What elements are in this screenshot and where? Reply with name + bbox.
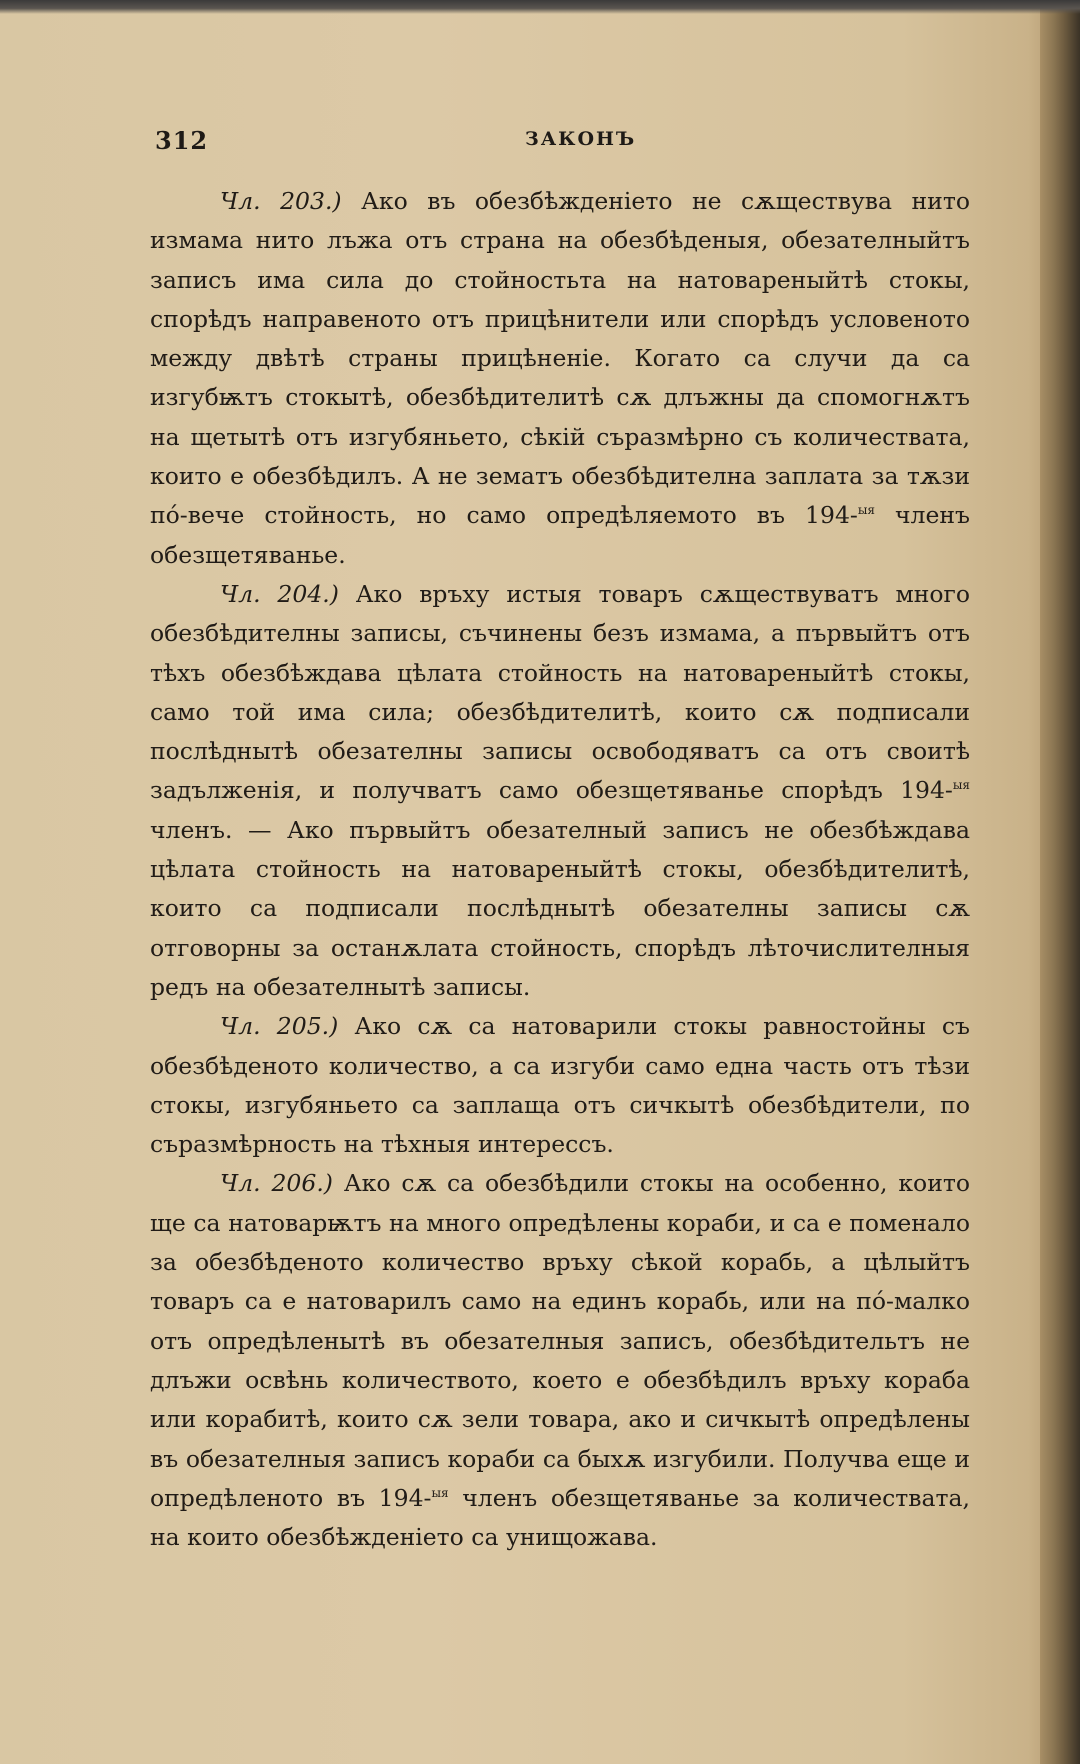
article-text: членъ. — Ако първыйтъ обезателный записъ не обезбѣждава цѣлата стойность на натовареныйтѣ стокы, обезбѣдителитѣ, които са подписали послѣднытѣ обезателны записы сѫ отговорны за останѫлата стойность, спорѣдъ лѣточислителныя редъ на обезателнытѣ записы. bbox=[150, 815, 970, 1001]
book-spine-edge bbox=[1040, 0, 1080, 1764]
article-204 bbox=[150, 575, 970, 1007]
article-text: Ако сѫ са обезбѣдили стокы на особенно, които ще са натоварѭтъ на много опредѣлены кораби, и са е поменало за обезбѣденото количество връху сѣкой корабь, а цѣлыйтъ товаръ са е натоварилъ само на единъ корабь, или на пó-малко отъ опредѣленытѣ въ обезателныя записъ, обезбѣдительтъ не длъжи освѣнь количеството, което е обезбѣдилъ връху кораба или корабитѣ, които сѫ зели товара, ако и сичкытѣ опредѣлены въ обезателныя записъ кораби са быхѫ изгубили. Получва еще и опредѣленото въ 194- bbox=[150, 1169, 971, 1512]
article-number: Чл. 206.) bbox=[220, 1169, 333, 1198]
page-header bbox=[155, 126, 970, 160]
article-number: Чл. 203.) bbox=[220, 187, 342, 215]
article-number: Чл. 204.) bbox=[220, 579, 339, 608]
article-206 bbox=[150, 1164, 970, 1557]
article-205 bbox=[150, 1007, 970, 1164]
scan-top-edge bbox=[0, 0, 1080, 14]
article-text: членъ обезщетяванье. bbox=[150, 501, 970, 569]
article-text: членъ обезщетяванье за количествата, на които обезбѣжденіето са унищожава. bbox=[150, 1483, 970, 1552]
article-text: Ако въ обезбѣжденіето не сѫществува нито измама нито лъжа отъ страна на обезбѣденыя, обезателныйтъ записъ има сила до стойностьта на натовареныйтѣ стокы, спорѣдъ направеното отъ прицѣнители или спорѣдъ условеното между двѣтѣ страны прицѣненіе. Когато са случи да са изгубѭтъ стокытѣ, обезбѣдителитѣ сѫ длъжны да спомогнѫтъ на щетытѣ отъ изгубяньето, сѣкій съразмѣрно съ количествата, които е обезбѣдилъ. А не зематъ обезбѣдителна заплата за тѫзи пó-вече стойность, но само опредѣляемото въ 194- bbox=[150, 187, 970, 530]
article-203 bbox=[150, 182, 970, 575]
ordinal-suffix: ыя bbox=[857, 503, 875, 518]
ordinal-suffix: ыя bbox=[431, 1485, 449, 1500]
page-number: 312 bbox=[155, 126, 209, 155]
running-head: ЗАКОНЪ bbox=[525, 128, 637, 150]
article-text: Ако връху истыя товаръ сѫществуватъ много обезбѣдителны записы, съчинены безъ измама, а първыйтъ отъ тѣхъ обезбѣждава цѣлата стойность на натовареныйтѣ стокы, само той има сила; обезбѣдителитѣ, които сѫ подписали послѣднытѣ обезателны записы освободяватъ са отъ своитѣ задълженія, и получватъ само обезщетяванье спорѣдъ 194- bbox=[150, 579, 971, 805]
article-text: Ако сѫ са натоварили стокы равностойны съ обезбѣденото количество, а са изгуби само една часть отъ тѣзи стокы, изгубяньето са заплаща отъ сичкытѣ обезбѣдители, по съразмѣрность на тѣхныя интерессъ. bbox=[150, 1012, 971, 1159]
article-number: Чл. 205.) bbox=[220, 1012, 339, 1041]
ordinal-suffix: ыя bbox=[952, 778, 970, 793]
body-text bbox=[150, 182, 970, 1557]
